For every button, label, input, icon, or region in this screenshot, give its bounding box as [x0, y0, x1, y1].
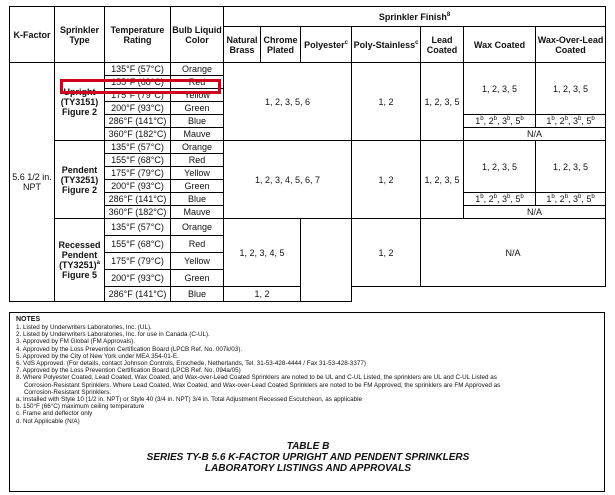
- temp-rating: 200°F (93°C): [105, 180, 171, 193]
- header-polyester-sup: c: [344, 39, 348, 46]
- bulb-color: Yellow: [171, 167, 224, 180]
- bulb-color: Orange: [171, 141, 224, 154]
- bulb-color: Red: [171, 76, 224, 89]
- upright-poly-stainless: 1, 2: [352, 63, 421, 141]
- type-upright: Upright (TY3151) Figure 2: [55, 63, 105, 141]
- pendent-wax-over-lead: 1, 2, 3, 5: [536, 141, 606, 193]
- note-line: 1. Listed by Underwriters Laboratories, Inc. (UL).: [16, 324, 152, 331]
- header-sprinkler-type: Sprinkler Type: [55, 7, 105, 63]
- recessed-poly-stainless: 1, 2: [352, 219, 421, 287]
- bulb-color: Red: [171, 154, 224, 167]
- approvals-table: [9, 6, 606, 302]
- header-poly-stainless: [352, 27, 421, 63]
- recessed-polyester-empty: [301, 219, 352, 302]
- temp-rating: 200°F (93°C): [105, 270, 171, 287]
- header-chrome-plated: Chrome Plated: [261, 27, 301, 63]
- note-line: Corrosion-Resistant Sprinklers.: [24, 388, 112, 396]
- upright-wax-286: 1$^b$, 2$^b$, 3$^b$, 5$^b$: [464, 115, 536, 128]
- upright-wax-over-lead: 1, 2, 3, 5: [536, 63, 606, 115]
- temp-rating: 360°F (182°C): [105, 206, 171, 219]
- temp-rating: 200°F (93°C): [105, 102, 171, 115]
- note-line: 5. Approved by the City of New York under MEA 354-01-E.: [16, 352, 179, 360]
- note-line: Corrosion-Resistant Sprinklers. Where Lead Coated, Wax Coated, and Wax-over-Lead Coated Sprinklers are noted to be FM Approved, the sprinklers are FM Approved as: [24, 381, 501, 389]
- upright-wax-lead-286: 1$^b$, 2$^b$, 3$^b$, 5$^b$: [536, 115, 606, 128]
- bulb-color: Green: [171, 180, 224, 193]
- temp-rating: 360°F (182°C): [105, 128, 171, 141]
- upright-lead-coated: 1, 2, 3, 5: [421, 63, 464, 141]
- bulb-color: Mauve: [171, 206, 224, 219]
- recessed-brass-chrome: 1, 2, 3, 4, 5: [224, 219, 301, 287]
- caption-line-2: SERIES TY-B 5.6 K-FACTOR UPRIGHT AND PENDENT SPRINKLERS: [146, 452, 470, 463]
- temp-rating: 286°F (141°C): [105, 115, 171, 128]
- bulb-color: Yellow: [171, 253, 224, 270]
- temp-rating: 135°F (57°C): [105, 219, 171, 236]
- pendent-poly-stainless: 1, 2: [352, 141, 421, 219]
- temp-rating: 175°F (79°C): [105, 167, 171, 180]
- upright-wax-na: N/A: [464, 128, 606, 141]
- temp-rating: 286°F (141°C): [105, 287, 171, 302]
- bulb-color: Blue: [171, 115, 224, 128]
- note-line: c. Frame and deflector only: [16, 410, 93, 418]
- temp-rating: 155°F (68°C): [105, 154, 171, 167]
- header-sprinkler-finish-sup: 8: [446, 11, 451, 18]
- upright-wax-coated: 1, 2, 3, 5: [464, 63, 536, 115]
- temp-rating: 155°F (68°C): [105, 76, 171, 89]
- note-line: 2. Listed by Underwriters Laboratories, Inc. for use in Canada (C-UL).: [16, 331, 210, 339]
- temp-rating: 155°F (68°C): [105, 236, 171, 253]
- type-pendent: Pendent (TY3251) Figure 2: [55, 141, 105, 219]
- temp-rating: 175°F (79°C): [105, 89, 171, 102]
- note-line: a. Installed with Style 10 (1/2 in. NPT) or Style 40 (3/4 in. NPT) 3/4 in. Total Adjustment Recessed Escutcheon, as applicable: [16, 396, 363, 404]
- type-recessed-pendent: Recessed Pendent $(TY3251)^a$ Figure 5: [55, 219, 105, 302]
- recessed-na: N/A: [421, 219, 606, 287]
- bulb-color: Red: [171, 236, 224, 253]
- note-line: 4. Approved by the Loss Prevention Certification Board (LPCB Ref. No. 007k/03).: [16, 345, 243, 353]
- header-wax-coated: Wax Coated: [464, 27, 536, 63]
- note-line: 8. Where Polyester Coated, Lead Coated, Wax Coated, and Wax-over-Lead Coated Sprinklers are noted to be UL and C-UL Listed, the sprinklers are UL and C-UL Listed as: [16, 374, 497, 382]
- header-temperature-rating: Temperature Rating: [105, 7, 171, 63]
- temp-rating: 286°F (141°C): [105, 193, 171, 206]
- pendent-lead-coated: 1, 2, 3, 5: [421, 141, 464, 219]
- recessed-brass-chrome-286: 1, 2: [224, 287, 301, 302]
- pendent-wax-coated: 1, 2, 3, 5: [464, 141, 536, 193]
- k-factor-value: 5.6 1/2 in. NPT: [10, 63, 55, 302]
- header-polyester-label: Polyester: [304, 39, 345, 50]
- bulb-color: Orange: [171, 63, 224, 76]
- header-lead-coated: Lead Coated: [421, 27, 464, 63]
- bulb-color: Blue: [171, 193, 224, 206]
- recessed-blank-b: [421, 287, 606, 302]
- header-sprinkler-finish-label: Sprinkler Finish: [378, 11, 447, 22]
- header-k-factor: K-Factor: [10, 7, 55, 63]
- temp-rating: 175°F (79°C): [105, 253, 171, 270]
- temp-rating: 135°F (57°C): [105, 141, 171, 154]
- caption-line-3: LABORATORY LISTINGS AND APPROVALS: [204, 463, 412, 474]
- note-line: d. Not Applicable (N/A): [16, 417, 80, 425]
- header-bulb-liquid-color: Bulb Liquid Color: [171, 7, 224, 63]
- bulb-color: Green: [171, 270, 224, 287]
- table-caption: [10, 441, 606, 474]
- note-line: b. 150°F (66°C) maximum ceiling temperature: [16, 403, 145, 411]
- bulb-color: Blue: [171, 287, 224, 302]
- note-line: 6. VdS Approved. (For details, contact Johnson Controls, Enschede, Netherlands, Tel. 31-53-428-4444 / Fax 31-53-428-3377): [16, 360, 366, 368]
- temp-rating: 135°F (57°C): [105, 63, 171, 76]
- pendent-wax-lead-286: 1$^b$, 2$^b$, 3$^b$, 5$^b$: [536, 193, 606, 206]
- header-poly-stainless-sup: c: [415, 39, 419, 46]
- header-poly-stainless-label: Poly-Stainless: [353, 39, 416, 50]
- caption-line-1: TABLE B: [286, 441, 330, 452]
- recessed-blank-a: [352, 287, 421, 302]
- header-polyester: [301, 27, 352, 63]
- notes-title: NOTES: [16, 316, 41, 323]
- header-natural-brass: Natural Brass: [224, 27, 261, 63]
- header-sprinkler-finish: [224, 7, 606, 27]
- upright-brass-chrome-polyester: 1, 2, 3, 5, 6: [224, 63, 352, 141]
- notes-box: [9, 312, 605, 492]
- pendent-wax-na: N/A: [464, 206, 606, 219]
- bulb-color: Mauve: [171, 128, 224, 141]
- note-line: 7. Approved by the Loss Prevention Certification Board (LPCB Ref. No. 094a/05): [16, 367, 241, 375]
- bulb-color: Orange: [171, 219, 224, 236]
- approvals-table-container: [9, 6, 605, 302]
- bulb-color: Yellow: [171, 89, 224, 102]
- header-wax-over-lead: Wax-Over-Lead Coated: [536, 27, 606, 63]
- pendent-brass-chrome-polyester: 1, 2, 3, 4, 5, 6, 7: [224, 141, 352, 219]
- bulb-color: Green: [171, 102, 224, 115]
- note-line: 3. Approved by FM Global (FM Approvals).: [16, 338, 135, 346]
- pendent-wax-286: 1$^b$, 2$^b$, 3$^b$, 5$^b$: [464, 193, 536, 206]
